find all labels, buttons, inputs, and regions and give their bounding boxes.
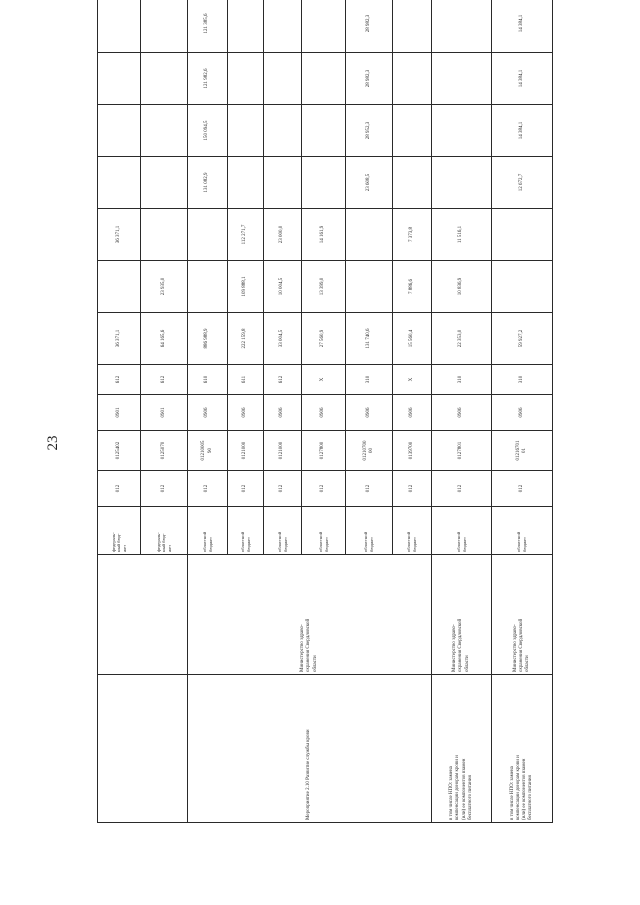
table-row <box>98 0 141 823</box>
total-amount-cell: 886 988,9 <box>188 313 228 365</box>
section-code-cell: 0906 <box>188 395 228 431</box>
total-amount-cell: 131 740,6 <box>346 313 393 365</box>
funding-source-cell: областной бюджет <box>228 507 264 555</box>
total-amount-cell: 222 159,8 <box>228 313 264 365</box>
target-article-cell: 0127801 <box>432 431 492 471</box>
year-amount-cell: 14 384,1 <box>492 105 553 157</box>
grbs-code-cell: 012 <box>432 471 492 507</box>
year-amount-cell: 10 836,9 <box>432 261 492 313</box>
total-amount-cell: 36 371,1 <box>98 313 141 365</box>
year-amount-cell: 23 608,5 <box>346 157 393 209</box>
grbs-code-cell: 012 <box>188 471 228 507</box>
year-amount-cell: 14 161,9 <box>302 209 346 261</box>
measure-name-cell: в том числе НПО: замена компенсации донорам крови и (или) ее компонентов взамен бесплатного питания <box>432 675 492 823</box>
year-amount-cell: 109 888,1 <box>228 261 264 313</box>
year-amount-cell <box>188 209 228 261</box>
expense-type-cell: 310 <box>432 365 492 395</box>
responsible-cell: Министерство здраво- охранения Свердловской области <box>492 555 553 675</box>
year-amount-cell <box>141 0 188 53</box>
total-amount-cell: 27 560,9 <box>302 313 346 365</box>
year-amount-cell <box>302 105 346 157</box>
year-amount-cell: 131 082,9 <box>188 157 228 209</box>
grbs-code-cell: 012 <box>98 471 141 507</box>
target-article-cell: 0127800 <box>302 431 346 471</box>
year-amount-cell <box>393 157 432 209</box>
funding-source-cell: областной бюджет <box>432 507 492 555</box>
year-amount-cell <box>432 157 492 209</box>
grbs-code-cell: 012 <box>264 471 302 507</box>
year-amount-cell <box>432 105 492 157</box>
table-row <box>188 0 228 823</box>
total-amount-cell: 64 165,6 <box>141 313 188 365</box>
year-amount-cell <box>98 261 141 313</box>
year-amount-cell <box>188 261 228 313</box>
year-amount-cell <box>432 0 492 53</box>
section-code-cell: 0901 <box>141 395 188 431</box>
year-amount-cell <box>228 53 264 105</box>
year-amount-cell <box>228 105 264 157</box>
expense-type-cell: 612 <box>98 365 141 395</box>
year-amount-cell <box>346 261 393 313</box>
year-amount-cell: 13 399,0 <box>302 261 346 313</box>
year-amount-cell: 28 952,3 <box>346 105 393 157</box>
year-amount-cell <box>98 53 141 105</box>
page-number: 23 <box>45 435 61 451</box>
responsible-cell: Министерство здраво- охранения Свердловской области <box>432 555 492 675</box>
year-amount-cell: 12 672,7 <box>492 157 553 209</box>
year-amount-cell <box>264 105 302 157</box>
year-amount-cell <box>264 0 302 53</box>
target-article-cell: 0139700 <box>393 431 432 471</box>
year-amount-cell: 28 982,3 <box>346 0 393 53</box>
year-amount-cell: 14 384,1 <box>492 0 553 53</box>
target-article-cell: 01210005 90 <box>188 431 228 471</box>
section-code-cell: 0906 <box>264 395 302 431</box>
year-amount-cell: 23 000,0 <box>264 209 302 261</box>
section-code-cell: 0906 <box>302 395 346 431</box>
year-amount-cell: 7 373,8 <box>393 209 432 261</box>
funding-source-cell: областной бюджет <box>188 507 228 555</box>
expense-type-cell: 612 <box>141 365 188 395</box>
year-amount-cell <box>492 261 553 313</box>
year-amount-cell <box>141 209 188 261</box>
grbs-code-cell: 012 <box>492 471 553 507</box>
expense-type-cell: Х <box>302 365 346 395</box>
year-amount-cell <box>264 53 302 105</box>
year-amount-cell <box>141 105 188 157</box>
year-amount-cell: 112 271,7 <box>228 209 264 261</box>
measure-name-cell: в том числе НПО: замена компенсации донорам крови и (или) ее компонентов взамен бесплатного питания <box>492 675 553 823</box>
funding-source-cell: областной бюджет <box>393 507 432 555</box>
funding-source-cell: областной бюджет <box>346 507 393 555</box>
year-amount-cell <box>393 0 432 53</box>
target-article-cell: 01216701 01 <box>492 431 553 471</box>
year-amount-cell: 36 371,1 <box>98 209 141 261</box>
year-amount-cell <box>346 209 393 261</box>
expense-type-cell: 310 <box>492 365 553 395</box>
section-code-cell: 0901 <box>98 395 141 431</box>
year-amount-cell <box>264 157 302 209</box>
table-row <box>492 0 553 823</box>
year-amount-cell: 10 004,5 <box>264 261 302 313</box>
funding-source-cell: областной бюджет <box>492 507 553 555</box>
grbs-code-cell: 012 <box>228 471 264 507</box>
expense-type-cell: 611 <box>228 365 264 395</box>
year-amount-cell <box>228 0 264 53</box>
year-amount-cell: 121 982,6 <box>188 53 228 105</box>
funding-source-cell: федераль- ный бюд- жет <box>98 507 141 555</box>
year-amount-cell: 150 094,5 <box>188 105 228 157</box>
measure-name-cell <box>98 675 188 823</box>
budget-table <box>97 0 553 823</box>
year-amount-cell <box>302 53 346 105</box>
year-amount-cell <box>432 53 492 105</box>
target-article-cell: 0125070 <box>141 431 188 471</box>
section-code-cell: 0906 <box>393 395 432 431</box>
grbs-code-cell: 012 <box>141 471 188 507</box>
year-amount-cell <box>228 157 264 209</box>
grbs-code-cell: 012 <box>393 471 432 507</box>
year-amount-cell: 11 516,1 <box>432 209 492 261</box>
year-amount-cell: 121 385,6 <box>188 0 228 53</box>
year-amount-cell <box>98 105 141 157</box>
year-amount-cell: 7 886,6 <box>393 261 432 313</box>
section-code-cell: 0906 <box>432 395 492 431</box>
expense-type-cell: 310 <box>346 365 393 395</box>
year-amount-cell: 23 935,0 <box>141 261 188 313</box>
total-amount-cell: 59 927,2 <box>492 313 553 365</box>
total-amount-cell: 33 004,5 <box>264 313 302 365</box>
measure-name-cell: Мероприятие 2.10 Развитие службы крови <box>188 675 432 823</box>
year-amount-cell <box>492 209 553 261</box>
section-code-cell: 0906 <box>228 395 264 431</box>
grbs-code-cell: 012 <box>346 471 393 507</box>
funding-source-cell: областной бюджет <box>302 507 346 555</box>
total-amount-cell: 15 560,4 <box>393 313 432 365</box>
year-amount-cell <box>393 53 432 105</box>
expense-type-cell: 610 <box>188 365 228 395</box>
budget-table-rotated <box>97 13 552 823</box>
year-amount-cell <box>393 105 432 157</box>
year-amount-cell <box>302 157 346 209</box>
section-code-cell: 0906 <box>492 395 553 431</box>
section-code-cell: 0906 <box>346 395 393 431</box>
year-amount-cell <box>141 53 188 105</box>
year-amount-cell: 14 384,1 <box>492 53 553 105</box>
responsible-cell: Министерство здраво- охранения Свердловской области <box>188 555 432 675</box>
target-article-cell: 0121000 <box>264 431 302 471</box>
expense-type-cell: Х <box>393 365 432 395</box>
year-amount-cell <box>98 157 141 209</box>
grbs-code-cell: 012 <box>302 471 346 507</box>
year-amount-cell <box>302 0 346 53</box>
responsible-cell <box>98 555 188 675</box>
target-article-cell: 0125402 <box>98 431 141 471</box>
year-amount-cell <box>141 157 188 209</box>
target-article-cell: 0121000 <box>228 431 264 471</box>
funding-source-cell: федераль- ный бюд- жет <box>141 507 188 555</box>
total-amount-cell: 22 353,0 <box>432 313 492 365</box>
funding-source-cell: областной бюджет <box>264 507 302 555</box>
expense-type-cell: 612 <box>264 365 302 395</box>
year-amount-cell: 28 982,3 <box>346 53 393 105</box>
target-article-cell: 01210700 00 <box>346 431 393 471</box>
table-row <box>432 0 492 823</box>
year-amount-cell <box>98 0 141 53</box>
